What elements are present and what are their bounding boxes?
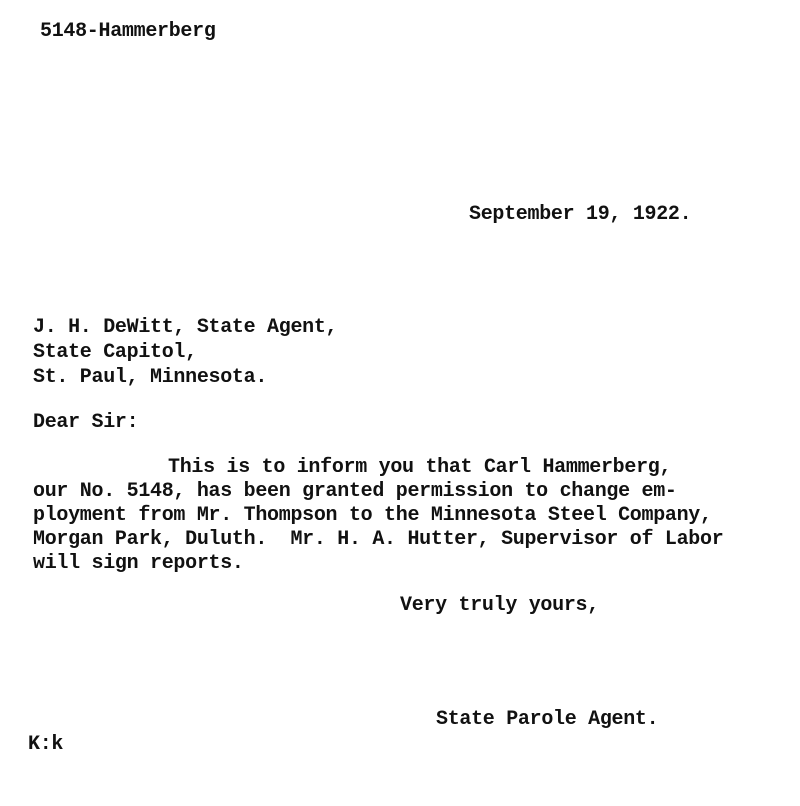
letter-date: September 19, 1922. — [469, 203, 692, 226]
body-line: This is to inform you that Carl Hammerberg, — [168, 456, 672, 479]
body-line: ployment from Mr. Thompson to the Minnesota Steel Company, — [33, 504, 712, 527]
recipient-line: State Capitol, — [33, 341, 197, 364]
recipient-line: J. H. DeWitt, State Agent, — [33, 316, 338, 339]
closing: Very truly yours, — [400, 594, 599, 617]
file-reference: 5148-Hammerberg — [40, 20, 216, 43]
typist-initials: K:k — [28, 733, 64, 756]
salutation: Dear Sir: — [33, 411, 139, 434]
signature: State Parole Agent. — [436, 708, 659, 731]
body-line: Morgan Park, Duluth. Mr. H. A. Hutter, Supervisor of Labor — [33, 528, 724, 551]
recipient-line: St. Paul, Minnesota. — [33, 366, 268, 389]
body-line: our No. 5148, has been granted permission to change em- — [33, 480, 677, 503]
body-line: will sign reports. — [33, 552, 244, 575]
